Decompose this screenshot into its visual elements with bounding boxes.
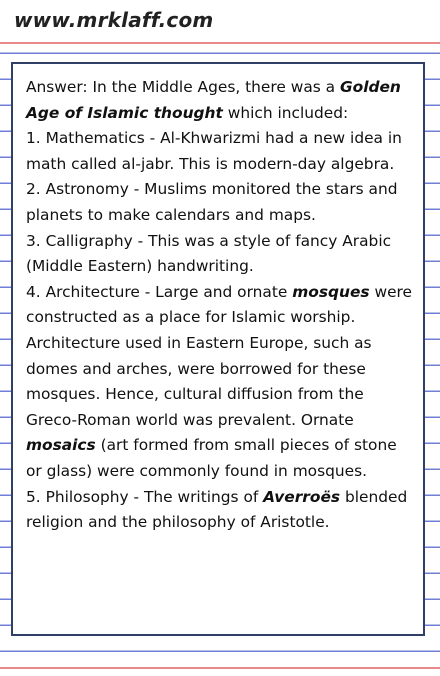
item-mathematics: 1. Mathematics - Al-Khwarizmi had a new idea in math called al-jabr. This is modern-day algebra. xyxy=(26,129,402,173)
bottom-margin-line xyxy=(0,667,440,669)
item-calligraphy: 3. Calligraphy - This was a style of fancy Arabic (Middle Eastern) handwriting. xyxy=(26,231,392,276)
item-astronomy: 2. Astronomy - Muslims monitored the stars and planets to make calendars and maps. xyxy=(26,180,398,224)
architecture-text-end: (art formed from small pieces of stone or glass) were commonly found in mosques. xyxy=(26,436,397,480)
intro-text: Answer: In the Middle Ages, there was a xyxy=(26,78,340,96)
averroes-emphasis: Averroës xyxy=(263,487,341,506)
item-architecture xyxy=(26,280,417,485)
page-header xyxy=(0,0,440,43)
architecture-text: 4. Architecture - Large and ornate xyxy=(26,282,293,301)
margin-line xyxy=(0,42,440,44)
philosophy-text-end: blended religion and the philosophy of Aristotle. xyxy=(26,487,408,532)
intro-text-end: which included: xyxy=(222,103,349,122)
philosophy-text: 5. Philosophy - The writings of xyxy=(26,487,264,506)
mosques-emphasis: mosques xyxy=(292,282,370,301)
mosaics-emphasis: mosaics xyxy=(26,436,96,455)
item-philosophy xyxy=(26,485,417,536)
site-url: www.mrklaff.com xyxy=(14,8,214,32)
architecture-text-mid: were constructed as a place for Islamic worship. Architecture used in Eastern Europe, such as domes and arches, were borrowed for these mosques. Hence, cultural diffusion from the Greco-Roman world was prevalent. Ornate xyxy=(26,282,413,429)
golden-age-emphasis: Golden Age of Islamic thought xyxy=(26,78,401,122)
answer-panel xyxy=(11,62,425,636)
answer-text xyxy=(26,75,417,536)
answer-intro xyxy=(26,75,417,126)
